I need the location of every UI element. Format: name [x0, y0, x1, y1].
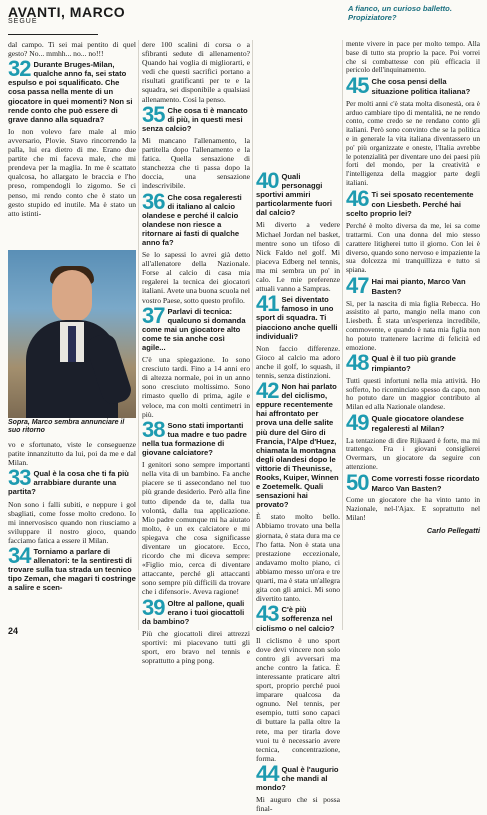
- question-number: 46: [346, 189, 369, 211]
- question-number: 47: [346, 276, 369, 297]
- question-40: [256, 172, 340, 217]
- question-number: 38: [142, 420, 165, 442]
- question-35: [142, 106, 250, 133]
- question-text: Oltre al pallone, quali erano i tuoi giocattoli da bambino?: [142, 598, 245, 626]
- answer-34: dere 100 scalini di corsa o a sfibranti sedute di allenamento? Quando hai voglia di migliorarti, e vedi che questi sacrifici portano a risultati gratificanti per te e la squadra, sei disponibile a qualsiasi allenamento. Così la penso.: [142, 40, 250, 104]
- answer-39: Più che giocattoli direi attrezzi sportivi: mi piacevano tutti gli sport, ero bravo nel tennis e soprattutto a ping pong.: [142, 628, 250, 666]
- question-41: [256, 295, 340, 340]
- question-39: [142, 599, 250, 626]
- question-text: Come vorresti fosse ricordato Marco Van Basten?: [371, 473, 480, 493]
- question-34: [8, 547, 136, 592]
- answer-40: Mi diverto a vedere Michael Jordan nel basket, mentre sono un tifoso di Nick Faldo nel golf. Mi piaceva Edberg nel tennis, ma mi sembra un po' in calo. Le mie preferenze attuali vanno a Sampras.: [256, 220, 340, 294]
- column-1-bottom: [8, 440, 136, 596]
- question-number: 39: [142, 598, 165, 620]
- question-36: [142, 193, 250, 248]
- question-50: [346, 474, 480, 494]
- question-33: [8, 469, 136, 496]
- photo-face-shape: [52, 270, 92, 322]
- question-number: 43: [256, 605, 279, 627]
- question-text: Durante Bruges-Milan, qualche anno fa, sei stato espulso e poi squalificato. Che cosa passa nella mente di un giocatore in quei momenti? Non si rende conto che può essere di grave danno alla squadra?: [8, 60, 133, 124]
- answer-33: Non sono i falli subiti, e neppure i gol sbagliati, come fosse molto credono. Io mi innervosisco quando non riusciamo a sviluppare il nostro gioco, quando facciamo fatica a essere il Milan.: [8, 499, 136, 545]
- question-32: [8, 60, 136, 124]
- answer-42: È stato molto bello. Abbiamo trovato una bella giornata, è stata dura ma ce l'ho fatta. Non è stata una prestazione eccezionale, andavamo molto piano, ci abbiamo messo un'ora e tre quarti, ma è stata un'allegra gita con gli amici. Mi sono divertito tanto.: [256, 512, 340, 604]
- question-number: 44: [256, 764, 279, 786]
- answer-48: Tutti questi infortuni nella mia attività. Ho sofferto, ho ricominciato spesso da capo, non ho potuto dare un maggior contributo al Milan ed alla Nazionale olandese.: [346, 375, 480, 412]
- answer-36: Se lo sapessi lo avrei già detto all'allenatore della Nazionale. Forse al calcio di casa mia regalerei la tecnica dei giocatori italiani. Avete una buona scuola nel vostro Paese, sotto questo profilo.: [142, 250, 250, 305]
- question-number: 37: [142, 306, 165, 328]
- author-signature: Carlo Pellegatti: [426, 525, 480, 535]
- article-subtitle: SEGUE: [8, 18, 38, 25]
- answer-32: Io non volevo fare male al mio avversario, Plovie. Stavo rincorrendo la palla, lui era dietro di me. Erano due partite che mi faceva male, che mi prendeva per la maglia. In me è scattato qualcosa, ho allargato le braccia e l'ho preso, rompendogli lo zigomo. Se ci penso, mi rendo conto che è stato un gesto stupido ed inutile. Ma è stato un atto istinti-: [8, 126, 136, 218]
- question-number: 41: [256, 295, 279, 317]
- column-2: [142, 40, 250, 667]
- question-number: 33: [8, 469, 31, 491]
- question-text: Sei diventato famoso in uno sport di squadra. Ti piacciono anche quelli individuali?: [256, 295, 338, 341]
- photo-tie-shape: [68, 326, 76, 362]
- question-48: [346, 354, 480, 374]
- question-number: 48: [346, 354, 369, 374]
- question-42: [256, 382, 340, 509]
- question-number: 32: [8, 60, 31, 82]
- column-divider: [342, 40, 343, 630]
- column-3: [256, 170, 340, 815]
- column-divider: [138, 40, 139, 630]
- header-rule: [8, 34, 98, 35]
- answer-47: Sì, per la nascita di mia figlia Rebecca. Ho assistito al parto, mangio nella mano con Liesbeth. È stata un'esperienza incredibile, commovente, e quando è nata mia figlia non ho potuto trattenere lacrime di felicità ed emozione.: [346, 298, 480, 352]
- question-text: Sono stati importanti tua madre e tuo padre nella tua formazione di giovane calciatore?: [142, 420, 247, 458]
- answer-44: Mi auguro che si possa final-: [256, 795, 340, 814]
- answer-45: Per molti anni c'è stata molta disonestà, ora è arduo cambiare tipo di mentalità, ne ne rendo conto, come credo se ne rendano conto gli italiani. Però sono convinto che se la politica e in generale la vita italiana diventassero un po' più organizzate e oneste, l'Italia avrebbe le potenzialità per diventare uno dei paesi più forti del mondo, per la creatività e l'intelligenza della maggior parte degli italiani.: [346, 98, 480, 187]
- answer-41: Non faccio differenze. Gioco al calcio ma adoro anche il golf, lo squash, il tennis, senza distinzioni.: [256, 343, 340, 380]
- answer-49: La tentazione di dire Rijkaard è forte, ma mi trattengo. Fra i giovani consiglierei Overmars, un giocatore da seguire con attenzione.: [346, 435, 480, 472]
- van-basten-photo: [8, 250, 136, 418]
- answer-43: Il ciclismo è uno sport dove devi vincere non solo contro gli avversari ma anche contro la fatica. È interessante praticare altri sport, proprio perché puoi imparare qualcosa da ognuno. Nel tennis, per esempio, tutti sono capaci di buttare la palla oltre la rete, ma per tirarla dove vuoi tu è necessario avere tecnica, concentrazione, forma.: [256, 635, 340, 763]
- question-text: Parlavi di tecnica: qualcuno si domanda come mai un giocatore alto come te sia anche così agile...: [142, 306, 246, 352]
- question-text: Torniamo a parlare di allenatori: te la sentiresti di trovare sulla tua strada un tecnico tipo Zeman, che magari ti costringe a salire e scen-: [8, 547, 136, 593]
- question-37: [142, 307, 250, 352]
- question-number: 35: [142, 105, 165, 127]
- column-1: [8, 40, 136, 220]
- question-text: Hai mai pianto, Marco Van Basten?: [371, 276, 466, 296]
- question-text: Che cosa ti è mancato di più, in questi mesi senza calcio?: [142, 105, 248, 133]
- answer-44-continued: mente vivere in pace per molto tempo. Alla base di tutto sta proprio la pace. Poi vorrei che si combattesse con più efficacia il pericolo dell'inquinamento.: [346, 39, 480, 75]
- question-number: 50: [346, 473, 369, 494]
- answer-50: Come un giocatore che ha vinto tanto in Nazionale, nel-l'Ajax. E soprattutto nel Milan!: [346, 495, 480, 523]
- question-number: 42: [256, 382, 279, 404]
- article-header: [8, 4, 125, 25]
- side-photo-caption: A fianco, un curioso balletto. Propiziatore?: [348, 4, 452, 22]
- question-text: Qual è la cosa che ti fa più arrabbiare durante una partita?: [8, 469, 129, 497]
- answer-46: Perché è molto diversa da me, lei sa come trattarmi. Con una donna del mio stesso carattere litigherei tutto il giorno. Con lei è diverso, quando sono nervoso e impaziente la sua dolcezza mi tranquillizza e tutto si spiana.: [346, 221, 480, 275]
- question-text: C'è più sofferenza nel ciclismo o nel calcio?: [256, 605, 335, 633]
- article-title: AVANTI, MARCO: [8, 4, 126, 20]
- question-text: Ti sei sposato recentemente con Liesbeth. Perché hai scelto proprio lei?: [346, 189, 474, 219]
- column-divider: [252, 40, 253, 630]
- question-number: 36: [142, 192, 165, 214]
- photo-caption: Sopra, Marco sembra annunciare il suo ritorno: [8, 419, 125, 435]
- column-4: [346, 40, 480, 536]
- answer-37: C'è una spiegazione. Io sono cresciuto tardi. Fino a 14 anni ero di altezza normale, poi in un anno sono cresciuto moltissimo. Sono rimasto quello di prima, agile e veloce, ma con molti centimetri in più.: [142, 355, 250, 419]
- question-49: [346, 414, 480, 434]
- question-44: [256, 765, 340, 792]
- answer-38: I genitori sono sempre importanti nella vita di un bambino. Fa anche piacere se ti assecondano nel tuo più grande desiderio. Però alla fine tutto dipende da te, dalla tua volontà, dalla tua applicazione. Mio padre comunque mi ha aiutato molto, è un ex calciatore e mi spiegava che cosa significasse diventare un giocatore. Ecco, ricordo che mi diceva sempre: «Figlio mio, cerca di diventare attaccante, perché gli attaccanti sono sempre più difficili da trovare che i difensori». Aveva ragione!: [142, 460, 250, 597]
- question-text: Qual è l'augurio che mandi al mondo?: [256, 764, 339, 793]
- question-number: 40: [256, 172, 279, 193]
- answer-32-continued: vo e sfortunato, viste le conseguenze patite innanzitutto da lui, poi da me e dal Milan.: [8, 440, 136, 468]
- question-text: Quali personaggi sportivi ammiri particolarmente fuori dal calcio?: [256, 172, 332, 218]
- question-46: [346, 190, 480, 219]
- question-45: [346, 77, 480, 97]
- question-text: Che cosa pensi della situazione politica italiana?: [371, 77, 471, 96]
- question-43: [256, 605, 340, 632]
- answer-35: Mi mancano l'allenamento, la partitella dopo l'allenamento e la fatica. Quella sensazione di stanchezza che ti passa dopo la doccia, una sensazione indescrivibile.: [142, 135, 250, 191]
- question-number: 45: [346, 77, 369, 97]
- question-text: Non hai parlato del ciclismo, eppure recentemente hai affrontato per prova una delle salite più dure del Giro di Francia, l'Alpe d'Huez, chiamata la montagna degli olandesi dopo le vittorie di Theunisse, Rooks, Kuiper, Winnen e Zoetemelk. Quali sensazioni hai provato?: [256, 382, 339, 510]
- question-text: Quale giocatore olandese regaleresti al Milan?: [371, 414, 464, 433]
- question-38: [142, 421, 250, 457]
- question-47: [346, 277, 480, 297]
- page-number: 24: [8, 626, 19, 636]
- question-number: 49: [346, 414, 369, 434]
- question-number: 34: [8, 547, 31, 569]
- paragraph: dal campo. Ti sei mai pentito di quel gesto? No... mmhh... no... no!!!: [8, 40, 136, 59]
- question-text: Qual è il tuo più grande rimpianto?: [371, 354, 456, 374]
- question-text: Che cosa regaleresti di italiano al calcio olandese e perché il calcio olandese non riesce a ritornare ai fasti di qualche anno fa?: [142, 192, 242, 247]
